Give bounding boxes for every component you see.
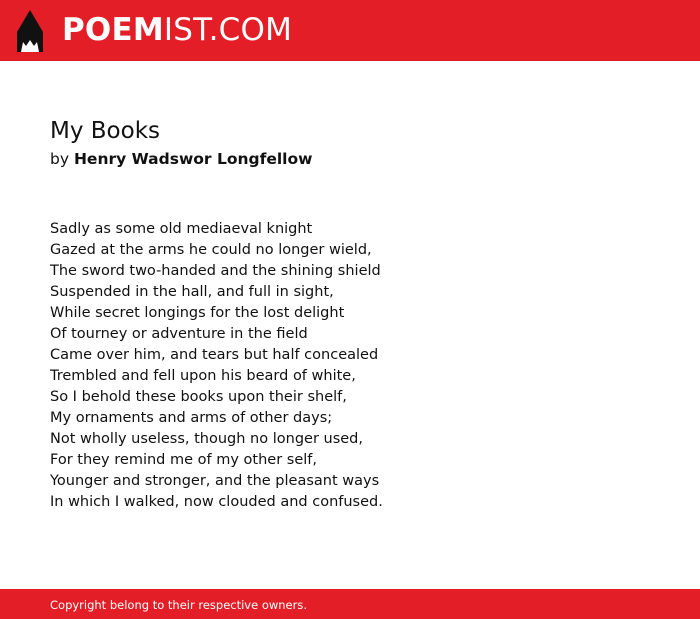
site-footer bbox=[0, 589, 700, 619]
logo-text-bold: POEM bbox=[62, 12, 164, 48]
author-name: Henry Wadswor Longfellow bbox=[73, 150, 313, 168]
poem-line: For they remind me of my other self, bbox=[50, 452, 317, 468]
pencil-icon[interactable] bbox=[17, 10, 43, 52]
poem-line: Younger and stronger, and the pleasant ways bbox=[50, 473, 380, 489]
site-logo[interactable] bbox=[62, 12, 292, 48]
poem-line: So I behold these books upon their shelf, bbox=[50, 389, 347, 405]
poem-line: Gazed at the arms he could no longer wield, bbox=[50, 242, 372, 258]
poem-line: Came over him, and tears but half concealed bbox=[50, 347, 379, 363]
by-label: by bbox=[50, 150, 70, 168]
copyright-text: Copyright belong to their respective owners. bbox=[50, 598, 308, 612]
poem-line: Trembled and fell upon his beard of white, bbox=[50, 368, 356, 384]
poem-body bbox=[50, 219, 650, 513]
poem-line: While secret longings for the lost delight bbox=[50, 305, 345, 321]
poem-line: Of tourney or adventure in the field bbox=[50, 326, 308, 342]
poem-line: Suspended in the hall, and full in sight, bbox=[50, 284, 334, 300]
site-header bbox=[0, 0, 700, 61]
poem-line: Not wholly useless, though no longer used, bbox=[50, 431, 363, 447]
poem-line: The sword two-handed and the shining shield bbox=[50, 263, 381, 279]
poem-title: My Books bbox=[50, 118, 160, 144]
poem-line: My ornaments and arms of other days; bbox=[50, 410, 333, 426]
poem-line: In which I walked, now clouded and confused. bbox=[50, 494, 383, 510]
poem-byline bbox=[50, 149, 312, 169]
logo-text-light: IST.COM bbox=[163, 12, 293, 48]
poem-line: Sadly as some old mediaeval knight bbox=[50, 221, 313, 237]
